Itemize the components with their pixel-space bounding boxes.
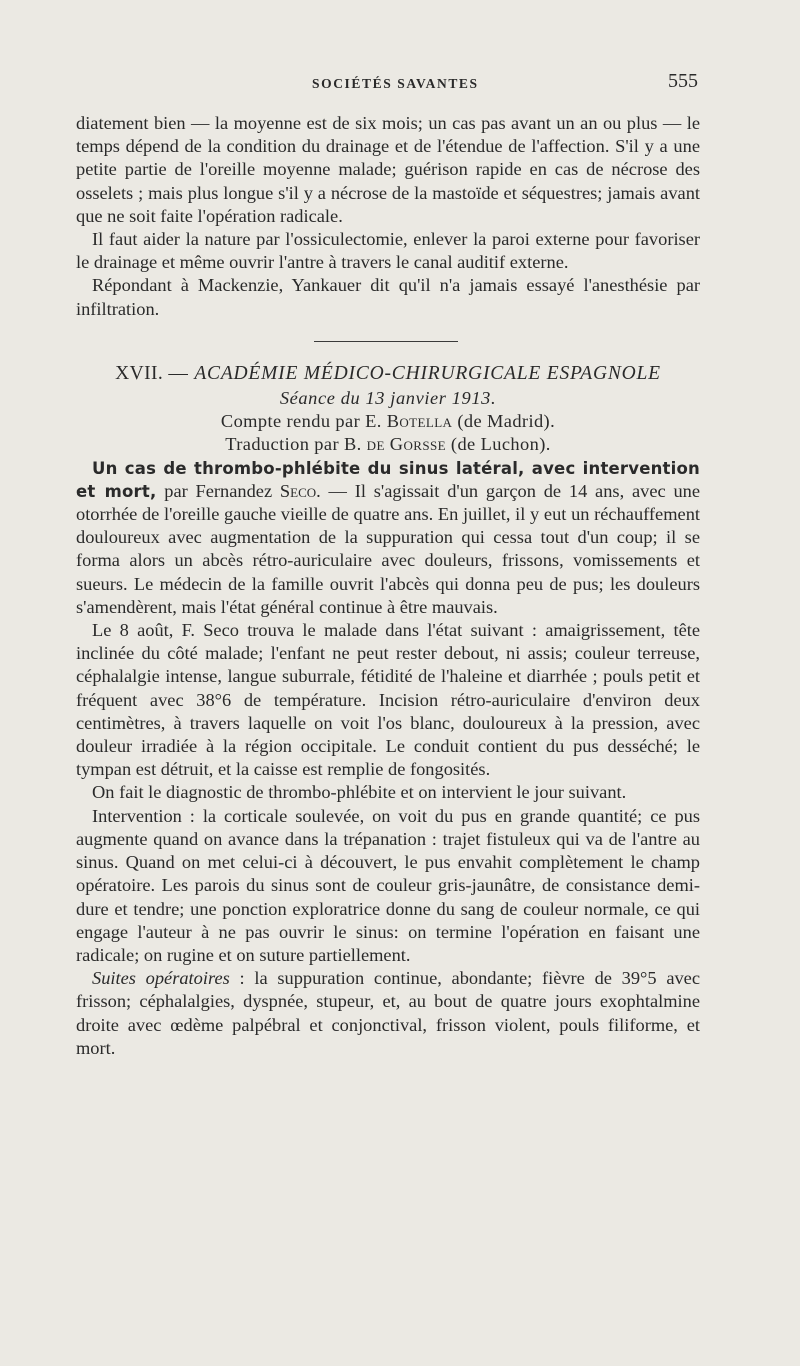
seance-date: Séance du 13 janvier 1913.	[279, 388, 497, 409]
paragraph-continued: diatement bien — la moyenne est de six mois; un cas pas avant un an ou plus — le temps dépend de la condition du drainage et de l'étendue de l'affection. S'il y a une petite partie de l'oreille moyenne malade; guérison rapide en cas de nécrose des osselets ; mais plus longue s'il y a nécrose de la mastoïde et séquestres; jamais avant que ne soit faite l'opération radicale.	[76, 113, 700, 226]
page-body	[76, 112, 700, 1060]
paragraph-ossiculectomie: Il faut aider la nature par l'ossiculectomie, enlever la paroi externe pour favoriser le drainage et même ouvrir l'antre à travers le canal auditif externe.	[76, 229, 700, 273]
section-divider	[314, 341, 458, 342]
case-author: Seco	[279, 480, 317, 501]
suites-label: Suites opératoires	[92, 968, 230, 989]
report-prefix: Compte rendu par E.	[220, 411, 387, 432]
translation-suffix: (de Luchon).	[445, 434, 551, 455]
section-heading	[76, 362, 700, 385]
translation-author: Gorsse	[384, 434, 446, 455]
report-suffix: (de Madrid).	[452, 411, 556, 432]
case-author-prefix: par Fernandez	[156, 480, 280, 501]
page-number: 555	[668, 70, 698, 92]
page-header	[0, 66, 800, 96]
section-title: ACADÉMIE MÉDICO-CHIRURGICALE ESPAGNOLE	[194, 362, 661, 384]
suites-text: : la suppuration continue, abondante; fièvre de 39°5 avec frisson; céphalalgies, dyspnée, stupeur, et, au bout de quatre jours exophtalmine droite avec œdème palpébral et conjonctival, frisson violent, pouls filiforme, et mort.	[76, 968, 701, 1058]
case-title: Un cas de thrombo-phlébite du sinus latéral, avec intervention et mort,	[76, 458, 700, 501]
translation-prefix: Traduction par B.	[225, 434, 367, 455]
case-paragraph-5	[76, 967, 700, 1060]
paragraph-yankauer: Répondant à Mackenzie, Yankauer dit qu'il n'a jamais essayé l'anesthésie par infiltration.	[76, 275, 700, 319]
report-author: Botella	[386, 411, 453, 432]
translation-credit	[76, 433, 700, 456]
section-number: XVII. —	[115, 362, 189, 384]
case-paragraph-4: Intervention : la corticale soulevée, on voit du pus en grande quantité; ce pus augmente quand on avance dans la trépanation : trajet fistuleux qui va de l'antre au sinus. Quand on met celui-ci à découvert, le pus envahit complètement le champ opératoire. Les parois du sinus sont de couleur gris-jaunâtre, de consistance demi-dure et tendre; une ponction exploratrice donne du sang de couleur normale, ce qui engage l'auteur à ne pas ouvrir le sinus: on termine l'opération en faisant une radicale; on rugine et on suture partiellement.	[76, 805, 700, 965]
running-head: SOCIÉTÉS SAVANTES	[312, 76, 479, 91]
report-credit	[76, 410, 700, 433]
translation-particle: de	[366, 434, 385, 455]
case-paragraph-3: On fait le diagnostic de thrombo-phlébite et on intervient le jour suivant.	[92, 782, 627, 803]
case-paragraph-2: Le 8 août, F. Seco trouva le malade dans l'état suivant : amaigrissement, tête inclinée du côté malade; l'enfant ne peut rester debout, ni assis; couleur terreuse, céphalalgie intense, langue suburrale, fétidité de l'haleine et diarrhée ; pouls petit et fréquent avec 38°6 de température. Incision rétro-auriculaire d'environ deux centimètres, à travers laquelle on voit l'os blanc, douloureux à la pression, avec douleur irradiée à la région occipitale. Le conduit contient du pus desséché; le tympan est détruit, et la caisse est remplie de fongosités.	[76, 620, 700, 780]
case-text: . — Il s'agissait d'un garçon de 14 ans, avec une otorrhée de l'oreille gauche vieille de quatre ans. En juillet, il y eut un réchauffement douloureux avec augmentation de la suppuration qui cessa tout d'un coup; il se forma alors un abcès rétro-auriculaire avec douleurs, frissons, vomissements et sueurs. Le médecin de la famille ouvrit l'abcès qui donna peu de pus; les douleurs s'amendèrent, mais l'état général continue à être mauvais.	[76, 480, 700, 617]
case-paragraph-1	[76, 457, 700, 619]
